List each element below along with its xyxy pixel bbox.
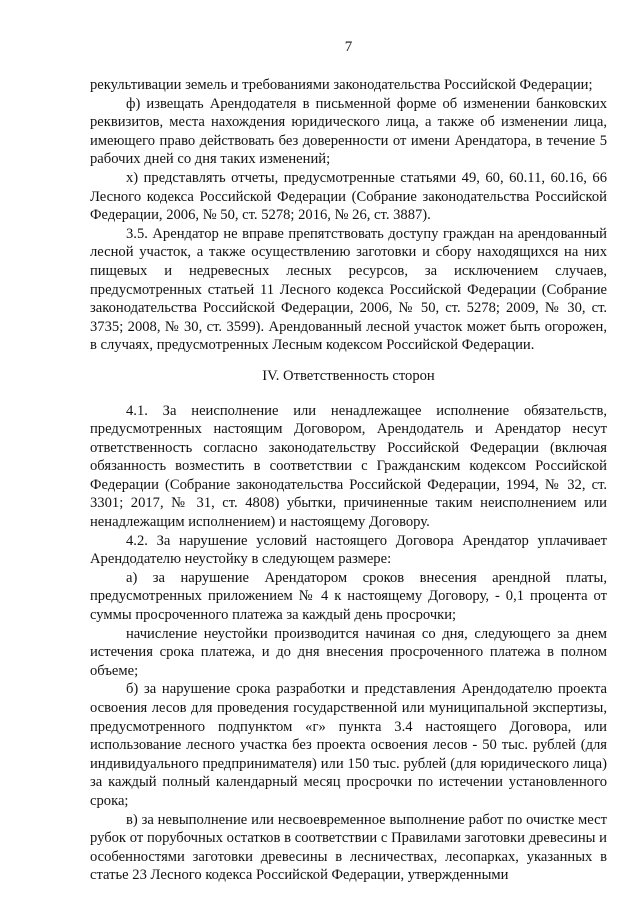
paragraph: начисление неустойки производится начиная со дня, следующего за днем истечения срока платежа, и до дня внесения просроченного платежа в полном объеме; <box>90 625 607 679</box>
paragraph: в) за невыполнение или несвоевременное выполнение работ по очистке мест рубок от порубочных остатков в соответствии с Правилами заготовки древесины и особенностями заготовки древесины в лесничествах, лесопарках, указанных в статье 23 Лесного кодекса Российской Федерации, утвержденными <box>90 811 607 884</box>
paragraph: 3.5. Арендатор не вправе препятствовать доступу граждан на арендованный лесной участок, а также осуществлению заготовки и сбору находящихся на них пищевых и недревесных лесных ресурсов, за исключением случаев, предусмотренных статьей 11 Лесного кодекса Российской Федерации (Собрание законодательства Российской Федерации, 2006, № 50, ст. 5278; 2009, № 30, ст. 3735; 2008, № 30, ст. 3599). Арендованный лесной участок может быть огорожен, в случаях, предусмотренных Лесным кодексом Российской Федерации. <box>90 225 607 354</box>
paragraph: х) представлять отчеты, предусмотренные статьями 49, 60, 60.11, 60.16, 66 Лесного кодекса Российской Федерации (Собрание законодательства Российской Федерации, 2006, № 50, ст. 5278; 2016, № 26, ст. 3887). <box>90 169 607 224</box>
document-page <box>90 38 607 885</box>
paragraph: ф) извещать Арендодателя в письменной форме об изменении банковских реквизитов, места нахождения юридического лица, а также об изменении лица, имеющего право действовать без доверенности от имени Арендатора, в течение 5 рабочих дней со дня таких изменений; <box>90 95 607 168</box>
page-number: 7 <box>344 39 353 55</box>
paragraph: б) за нарушение срока разработки и представления Арендодателю проекта освоения лесов для проведения государственной или муниципальной экспертизы, предусмотренного подпунктом «г» пункта 3.4 настоящего Договора, или использование лесного участка без проекта освоения лесов - 50 тыс. рублей (для индивидуального предпринимателя) или 150 тыс. рублей (для юридического лица) за каждый полный календарный месяц просрочки по истечении установленного срока; <box>90 681 607 809</box>
paragraph: 4.2. За нарушение условий настоящего Договора Арендатор уплачивает Арендодателю неустойку в следующем размере: <box>90 532 607 568</box>
paragraph: а) за нарушение Арендатором сроков внесения арендной платы, предусмотренных приложением № 4 к настоящему Договору, - 0,1 процента от суммы просроченного платежа за каждый день просрочки; <box>90 569 607 624</box>
paragraph: рекультивации земель и требованиями законодательства Российской Федерации; <box>90 77 593 93</box>
paragraph: 4.1. За неисполнение или ненадлежащее исполнение обязательств, предусмотренных настоящим Договором, Арендодатель и Арендатор несут ответственность согласно законодательству Российской Федерации (включая обязанность возместить в соответствии с Гражданским кодексом Российской Федерации (Собрание законодательства Российской Федерации, 1994, № 32, ст. 3301; 2017, № 31, ст. 4808) убытки, причиненные таким неисполнением или ненадлежащим исполнением) и настоящему Договору. <box>90 402 607 531</box>
section-heading: IV. Ответственность сторон <box>262 367 435 384</box>
